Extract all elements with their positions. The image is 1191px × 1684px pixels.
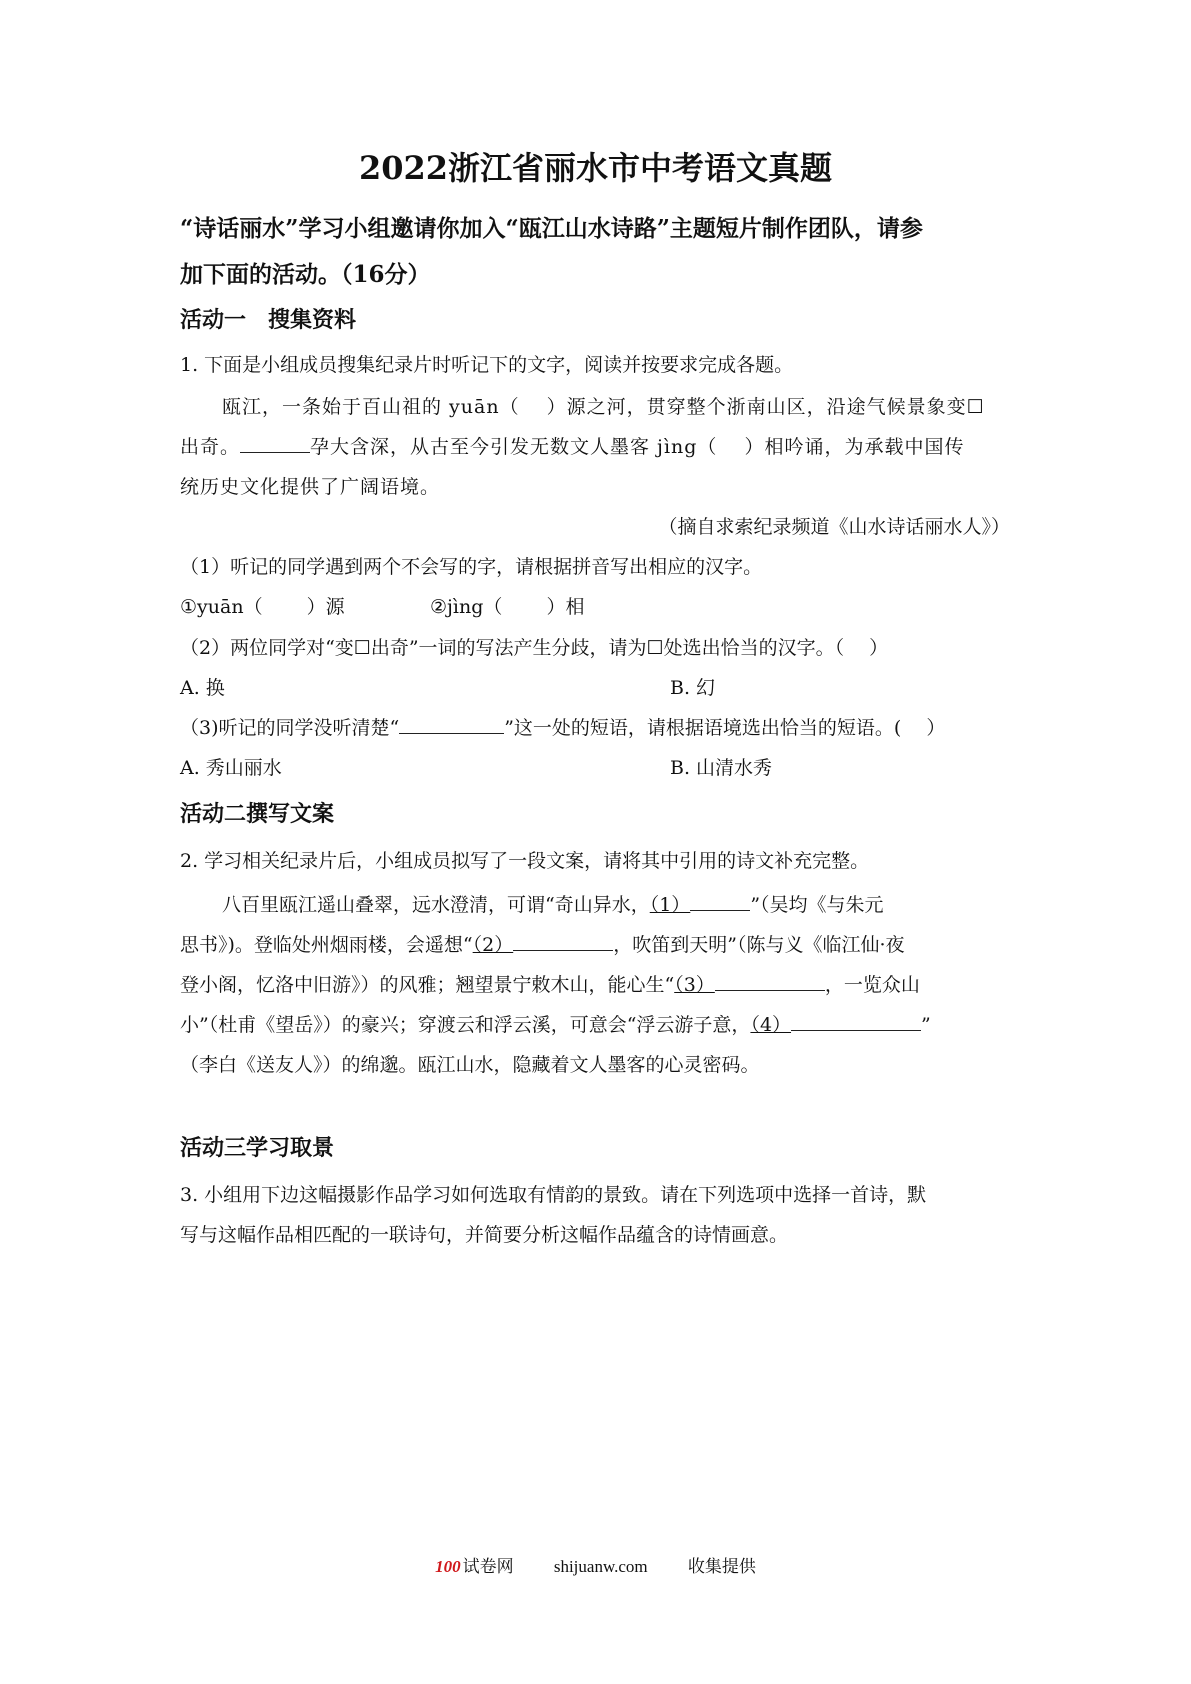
blank-number: （3）	[674, 974, 715, 996]
copy-text: ”	[921, 1014, 931, 1036]
fill-blank	[240, 432, 310, 453]
option-b: B. 山清水秀	[670, 757, 773, 779]
blank-label-3	[674, 974, 825, 996]
fill-blank	[690, 890, 750, 911]
site-logo: 100	[435, 1557, 461, 1576]
fill-blank	[791, 1010, 921, 1031]
copy-text: 小”（杜甫《望岳》）的豪兴；穿渡云和浮云溪，可意会“浮云游子意，	[180, 1014, 751, 1036]
blank-label-4	[750, 1014, 921, 1036]
activity2-heading: 活动二撰写文案	[180, 801, 335, 827]
subquestion-2: （2）两位同学对“变☐出奇”一词的写法产生分歧，请为☐处选出恰当的汉字。（ ）	[180, 637, 889, 659]
blank-label-1	[650, 894, 751, 916]
subquestion-3-end: ”这一处的短语，请根据语境选出恰当的短语。( ）	[504, 717, 946, 739]
subquestion-3-start: （3)听记的同学没听清楚“	[180, 717, 400, 739]
question3-line-1: 3. 小组用下边这幅摄影作品学习如何选取有情韵的景致。请在下列选项中选择一首诗，默	[180, 1184, 927, 1206]
blank-number: （2）	[472, 934, 514, 956]
site-url: shijuanw.com	[553, 1557, 648, 1576]
question1-stem: 1. 下面是小组成员搜集纪录片时听记下的文字，阅读并按要求完成各题。	[180, 354, 794, 376]
subquestion-1-item-a: ①yuān（ ）源	[180, 596, 345, 618]
copy-text: 登小阁，忆洛中旧游》）的风雅；翘望景宁敕木山，能心生“	[180, 974, 675, 996]
passage-line-2-start: 出奇。	[180, 436, 241, 458]
passage-line-1: 瓯江，一条始于百山祖的 yuān（ ）源之河，贯穿整个浙南山区，沿途气候景象变☐	[222, 396, 985, 418]
subquestion-3	[180, 713, 1010, 740]
copy-line-2	[180, 930, 1010, 957]
blank-number: （4）	[750, 1014, 792, 1036]
fill-blank	[399, 713, 504, 734]
question3-line-2: 写与这幅作品相匹配的一联诗句，并简要分析这幅作品蕴含的诗情画意。	[180, 1224, 789, 1246]
copy-line-1	[180, 890, 1052, 917]
option-a: A. 换	[180, 677, 225, 699]
option-b: B. 幻	[670, 677, 716, 699]
passage-line-2-end: 孕大含深，从古至今引发无数文人墨客 jìng（ ）相吟诵，为承载中国传	[310, 436, 965, 458]
copy-text: 八百里瓯江遥山叠翠，远水澄清，可谓“奇山异水，	[222, 894, 650, 916]
subquestion-3-options	[180, 753, 1010, 780]
activity1-heading: 活动一 搜集资料	[180, 307, 357, 333]
subquestion-1-items	[180, 592, 1010, 619]
footer-note: 收集提供	[687, 1557, 756, 1576]
blank-label-2	[473, 934, 614, 956]
page-title: 2022浙江省丽水市中考语文真题	[358, 149, 833, 187]
subquestion-1: （1）听记的同学遇到两个不会写的字，请根据拼音写出相应的汉字。	[180, 556, 763, 578]
fill-blank	[715, 970, 825, 991]
site-name: 试卷网	[462, 1557, 514, 1576]
question2-stem: 2. 学习相关纪录片后，小组成员拟写了一段文案，请将其中引用的诗文补充完整。	[180, 850, 870, 872]
passage-line-3: 统历史文化提供了广阔语境。	[180, 476, 441, 498]
copy-text: ，吹笛到天明”（陈与义《临江仙·夜	[613, 934, 905, 956]
copy-text: ”（吴均《与朱元	[750, 894, 884, 916]
copy-line-4	[180, 1010, 1010, 1037]
activity3-heading: 活动三学习取景	[180, 1135, 335, 1161]
intro-line-1: “诗话丽水”学习小组邀请你加入“瓯江山水诗路”主题短片制作团队，请参	[180, 215, 923, 242]
fill-blank	[513, 930, 613, 951]
subquestion-1-item-b: ②jìng（ ）相	[430, 596, 585, 618]
copy-line-5: （李白《送友人》）的绵邈。瓯江山水，隐藏着文人墨客的心灵密码。	[180, 1054, 760, 1076]
intro-line-2: 加下面的活动。（16分）	[180, 261, 431, 288]
passage-line-2	[180, 432, 1010, 459]
copy-line-3	[180, 970, 1010, 997]
blank-number: （1）	[649, 894, 691, 916]
option-a: A. 秀山丽水	[180, 757, 282, 779]
copy-text: 思书》)。登临处州烟雨楼，会遥想“	[180, 934, 473, 956]
subquestion-2-options	[180, 673, 1010, 700]
passage-source: （摘自求索纪录频道《山水诗话丽水人》）	[658, 516, 1010, 538]
page-footer	[0, 1552, 1191, 1577]
copy-text: ，一览众山	[824, 974, 920, 996]
